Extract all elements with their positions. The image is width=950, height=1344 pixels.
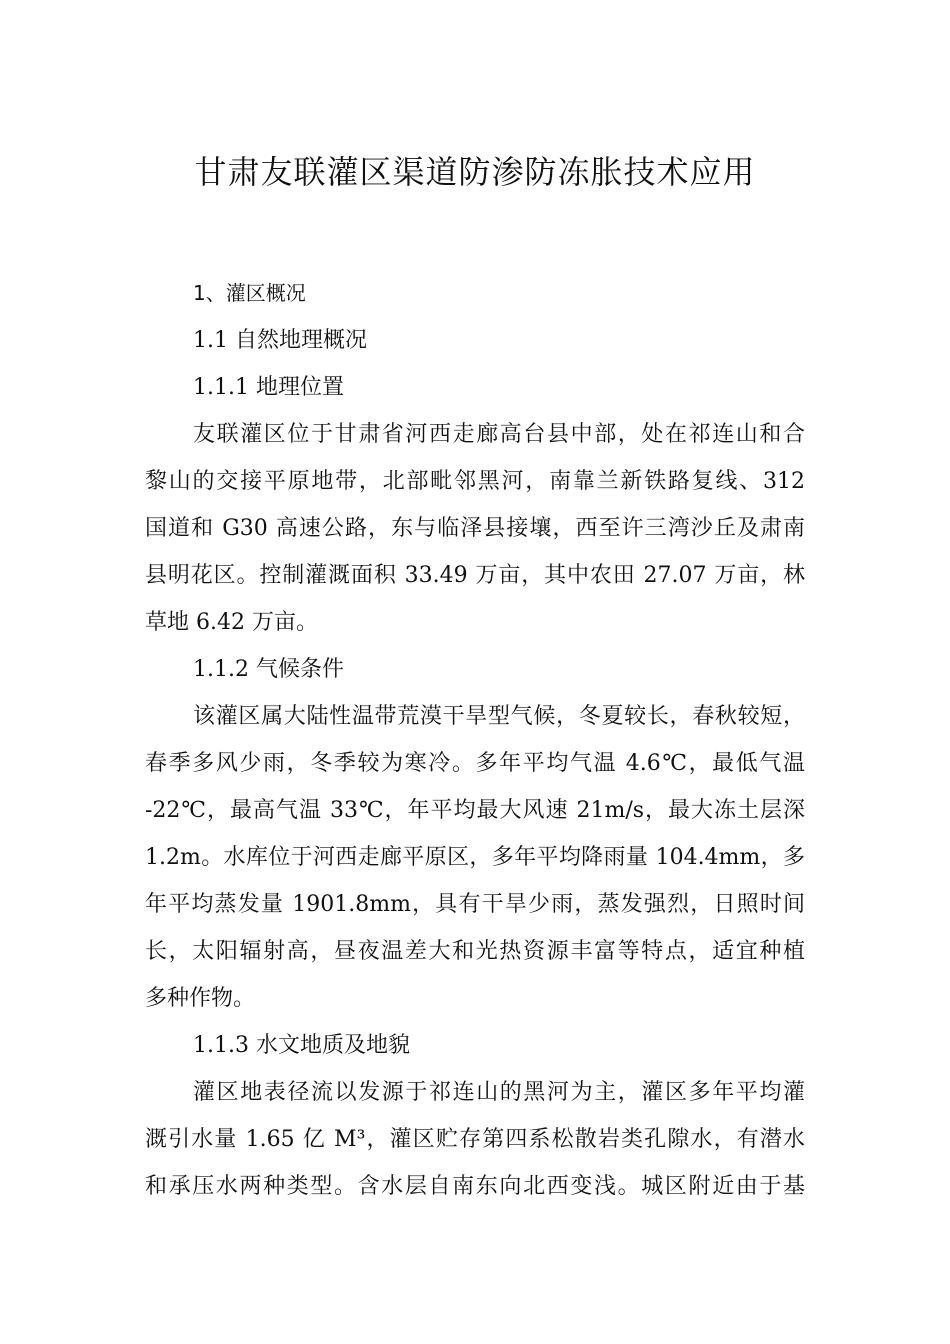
paragraph-line: 和承压水两种类型。含水层自南东向北西变浅。城区附近由于基 bbox=[145, 1174, 805, 1199]
section-heading-1-1: 1.1 自然地理概况 bbox=[193, 328, 367, 353]
paragraph-line: 多种作物。 bbox=[145, 986, 256, 1011]
paragraph-line: 年平均蒸发量 1901.8mm，具有干旱少雨，蒸发强烈，日照时间 bbox=[145, 892, 805, 917]
paragraph-line: 长，太阳辐射高，昼夜温差大和光热资源丰富等特点，适宜种植 bbox=[145, 939, 805, 964]
section-heading-1-1-2: 1.1.2 气候条件 bbox=[193, 657, 344, 682]
paragraph-line: 溉引水量 1.65 亿 M³，灌区贮存第四系松散岩类孔隙水，有潜水 bbox=[145, 1127, 805, 1152]
section-heading-1: 1、灌区概况 bbox=[193, 281, 306, 305]
document-body bbox=[145, 270, 805, 1210]
paragraph-line: 1.2m。水库位于河西走廊平原区，多年平均降雨量 104.4mm，多 bbox=[145, 845, 805, 870]
section-heading-1-1-3: 1.1.3 水文地质及地貌 bbox=[193, 1033, 410, 1058]
paragraph-line: 春季多风少雨，冬季较为寒冷。多年平均气温 4.6℃，最低气温 bbox=[145, 751, 805, 776]
paragraph-line: 草地 6.42 万亩。 bbox=[145, 610, 318, 635]
paragraph-line: 黎山的交接平原地带，北部毗邻黑河，南靠兰新铁路复线、312 bbox=[145, 469, 805, 494]
document-title: 甘肃友联灌区渠道防渗防冻胀技术应用 bbox=[194, 153, 756, 191]
paragraph-line: 友联灌区位于甘肃省河西走廊高台县中部，处在祁连山和合 bbox=[193, 422, 805, 447]
paragraph-line: -22℃，最高气温 33℃，年平均最大风速 21m/s，最大冻土层深 bbox=[145, 798, 805, 823]
section-heading-1-1-1: 1.1.1 地理位置 bbox=[193, 375, 344, 400]
paragraph-line: 县明花区。控制灌溉面积 33.49 万亩，其中农田 27.07 万亩，林 bbox=[145, 563, 805, 588]
paragraph-line: 该灌区属大陆性温带荒漠干旱型气候，冬夏较长，春秋较短， bbox=[193, 704, 805, 729]
paragraph-line: 国道和 G30 高速公路，东与临泽县接壤，西至许三湾沙丘及肃南 bbox=[145, 516, 805, 541]
paragraph-line: 灌区地表径流以发源于祁连山的黑河为主，灌区多年平均灌 bbox=[193, 1080, 805, 1105]
